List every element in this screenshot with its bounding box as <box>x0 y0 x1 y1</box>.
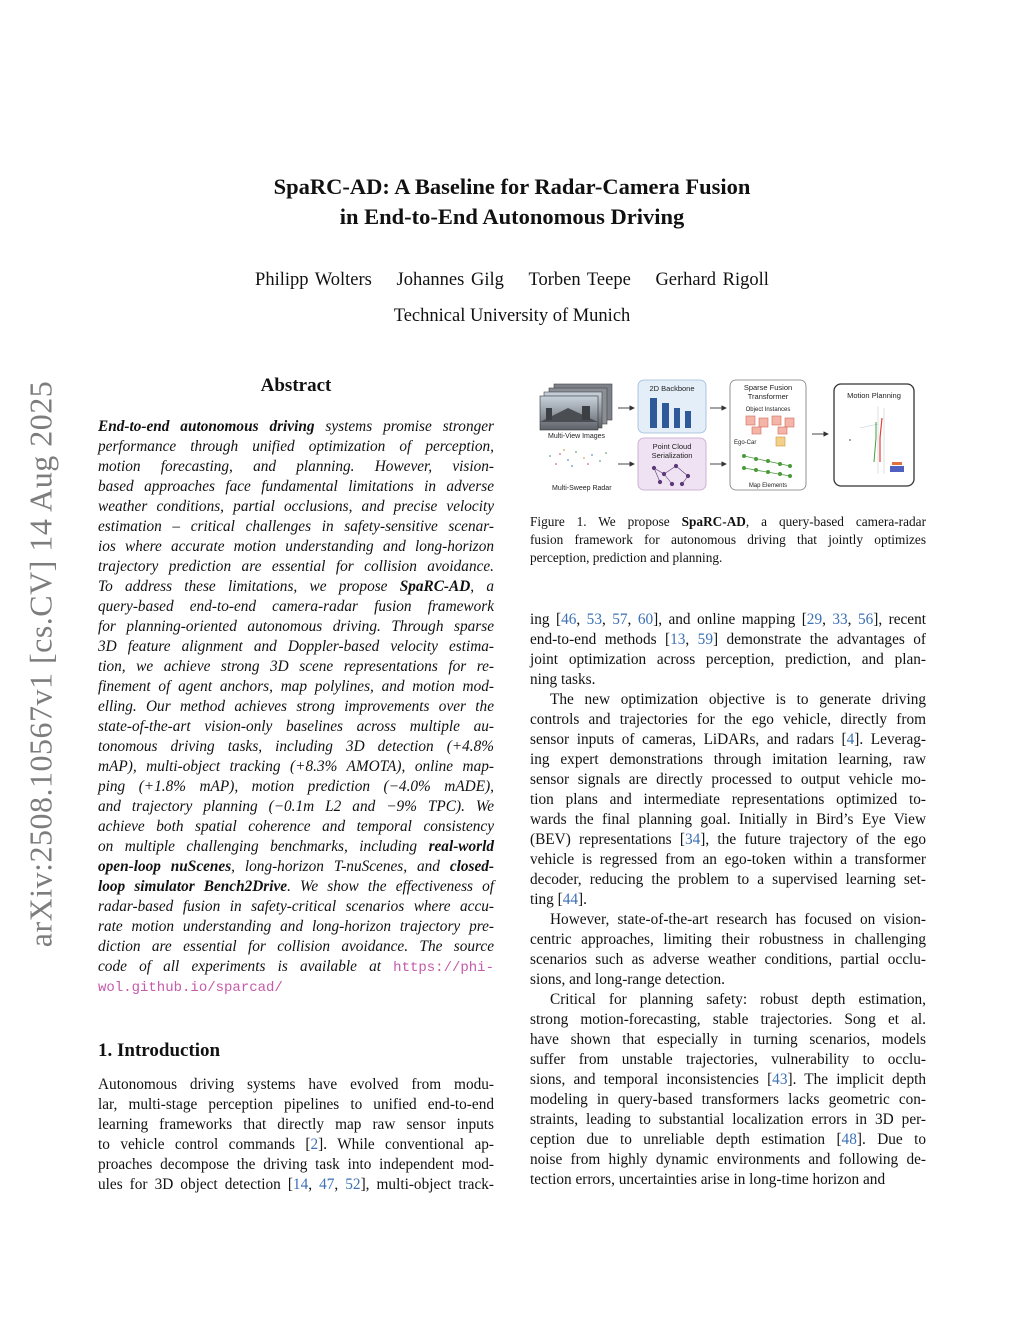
abstract-line: state-of-the-art vision-only baselines across multiple au- <box>98 718 494 735</box>
body-line: joint optimization across perception, prediction, and plan- <box>530 651 926 668</box>
body-line: sensor inputs of cameras, LiDARs, and radars [4]. Leverag- <box>530 731 926 748</box>
caption-line: perception, prediction and planning. <box>530 550 723 565</box>
body-line: straints, leading to substantial localization errors in 3D per- <box>530 1111 926 1128</box>
label-multi-view: Multi-View Images <box>548 433 606 440</box>
body-line: tion plans and intermediate representations optimized to- <box>530 791 926 808</box>
abstract-line: performance through unified optimization of perception, <box>98 438 494 455</box>
abstract-line: ios where accurate motion understanding and long-horizon <box>98 538 494 555</box>
intro-line: ules for 3D object detection [14, 47, 52], multi-object track- <box>98 1176 494 1193</box>
body-line: tection errors, uncertainties arise in long-time horizon and <box>530 1171 886 1188</box>
abstract-line: weather conditions, partial occlusions, and precise velocity <box>98 498 494 515</box>
abstract-line: mAP), multi-object tracking (+8.3% AMOTA), online map- <box>98 758 494 775</box>
author-name: Johannes Gilg <box>396 270 504 290</box>
body-line: ning tasks. <box>530 671 596 688</box>
body-line: centric approaches, limiting their robustness in challenging <box>530 931 926 948</box>
radar-points-icon <box>549 449 607 467</box>
intro-line: proaches decompose the driving task into independent mod- <box>98 1156 494 1173</box>
abstract-line: code of all experiments is available at https://phi- <box>98 958 494 976</box>
label-sft-2: Transformer <box>747 392 789 401</box>
body-line: end-to-end methods [13, 59] demonstrate the advantages of <box>530 631 926 648</box>
intro-text <box>98 1075 494 1195</box>
figure-caption <box>530 513 926 567</box>
abstract-line: on multiple challenging benchmarks, including real-world <box>98 838 494 855</box>
body-line: decoder, reducing the problem to a supervised learning set- <box>530 871 926 888</box>
arxiv-identifier: arXiv:2508.10567v1 [cs.CV] 14 Aug 2025 <box>22 380 59 947</box>
arxiv-sidebar <box>14 367 68 960</box>
author-name: Philipp Wolters <box>255 270 372 290</box>
title-line-2: in End-to-End Autonomous Driving <box>339 204 685 229</box>
caption-line: Figure 1. We propose SpaRC-AD, a query-based camera-radar <box>530 514 926 529</box>
label-map-elements: Map Elements <box>748 483 788 489</box>
abstract-line: for planning-oriented autonomous driving. Through sparse <box>98 618 494 635</box>
author-name: Torben Teepe <box>528 270 631 290</box>
label-backbone: 2D Backbone <box>649 384 695 393</box>
abstract-line: diction are essential for collision avoidance. The source <box>98 938 494 955</box>
title-line-1: SpaRC-AD: A Baseline for Radar-Camera Fusion <box>273 174 751 199</box>
camera-images-icon <box>540 384 612 430</box>
label-sft-1: Sparse Fusion <box>743 383 793 392</box>
body-line: ting [44]. <box>530 891 587 908</box>
abstract-line: query-based end-to-end camera-radar fusion framework <box>98 598 494 615</box>
intro-heading: 1. Introduction <box>98 1040 221 1061</box>
abstract-line: ping (+1.8% mAP), motion prediction (−4.0% mADE), <box>98 778 494 795</box>
body-line: The new optimization objective is to generate driving <box>550 691 926 708</box>
label-pcs-1: Point Cloud <box>652 442 692 451</box>
abstract-line: open-loop nuScenes, long-horizon T-nuScenes, and closed- <box>98 858 495 875</box>
abstract-line: To address these limitations, we propose SpaRC-AD, a <box>98 578 495 595</box>
abstract-text <box>98 417 494 997</box>
abstract-line: loop simulator Bench2Drive. We show the effectiveness of <box>98 878 495 895</box>
abstract-line: End-to-end autonomous driving systems promise stronger <box>98 418 494 435</box>
abstract-heading: Abstract <box>260 375 332 396</box>
label-motion-planning: Motion Planning <box>847 391 901 400</box>
abstract-line: tonomous driving tasks, including 3D detection (+4.8% <box>98 738 494 755</box>
body-line: ception due to unreliable depth estimation [48]. Due to <box>530 1131 927 1148</box>
intro-line: Autonomous driving systems have evolved from modu- <box>98 1076 494 1093</box>
body-line: However, state-of-the-art research has focused on vision- <box>550 911 926 928</box>
body-line: scenarios such as adverse weather conditions, partial occlu- <box>530 951 926 968</box>
abstract-line: estimation – critical challenges in safety-sensitive scenar- <box>98 518 494 535</box>
body-line: sions, and temporal inconsistencies [43]. The implicit depth <box>530 1071 927 1088</box>
label-radar: Multi-Sweep Radar <box>552 485 612 492</box>
body-line: modeling in query-based transformers lacks geometric con- <box>530 1091 926 1108</box>
author-list <box>0 270 1024 291</box>
author-name: Gerhard Rigoll <box>655 270 769 290</box>
affiliation: Technical University of Munich <box>393 306 631 326</box>
caption-line: fusion framework for autonomous driving that jointly optimizes <box>530 532 926 547</box>
abstract-line: radar-based fusion in safety-critical scenarios where accu- <box>98 898 494 915</box>
intro-line: to vehicle control commands [2]. While conventional ap- <box>98 1136 495 1153</box>
body-line: vehicle is regressed from an ego-token within a transformer <box>530 851 926 868</box>
body-line: noise from highly dynamic environments and following de- <box>530 1151 926 1168</box>
body-line: controls and trajectories for the ego vehicle, directly from <box>530 711 926 728</box>
figure-1 <box>538 378 918 492</box>
abstract-line: rate motion understanding and long-horizon trajectory pre- <box>98 918 494 935</box>
abstract-line: based approaches face fundamental limitations in adverse <box>98 478 494 495</box>
intro-line: learning frameworks that directly map raw sensor inputs <box>98 1116 494 1133</box>
paper-title <box>0 172 1024 232</box>
label-ego-car: Ego-Car <box>734 440 757 446</box>
pipeline-diagram <box>538 378 918 492</box>
abstract-line: finement of agent anchors, map polylines, and motion mod- <box>98 678 494 695</box>
abstract-line: achieve both spatial coherence and temporal consistency <box>98 818 494 835</box>
body-line: have shown that especially in turning scenarios, models <box>530 1031 926 1048</box>
abstract-line: trajectory prediction are essential for collision avoidance. <box>98 558 494 575</box>
body-line: suffer from unstable trajectories, vulnerability to occlu- <box>530 1051 926 1068</box>
label-pcs-2: Serialization <box>651 451 693 460</box>
ego-car-icon <box>776 437 785 446</box>
abstract-line: motion forecasting, and planning. However, vision- <box>98 458 494 475</box>
body-line: strong motion-forecasting, stable trajectories. Song et al. <box>530 1011 926 1028</box>
body-line: (BEV) representations [34], the future trajectory of the ego <box>530 831 926 848</box>
abstract-line: and trajectory planning (−0.1m L2 and −9% TPC). We <box>98 798 494 815</box>
body-line: Critical for planning safety: robust depth estimation, <box>550 991 926 1008</box>
body-line: sions, and long-range detection. <box>530 971 725 988</box>
intro-line: lar, multi-stage perception pipelines to unified end-to-end <box>98 1096 494 1113</box>
right-column-text <box>530 610 926 1190</box>
abstract-line: wol.github.io/sparcad/ <box>98 980 283 996</box>
abstract-line: elling. Our method achieves strong improvements over the <box>98 698 494 715</box>
body-line: ing [46, 53, 57, 60], and online mapping [29, 33, 56], recent <box>530 611 926 628</box>
label-object-instances: Object Instances <box>745 407 791 413</box>
body-line: sensor signals are directly processed to output vehicle mo- <box>530 771 926 788</box>
abstract-line: tion, we achieve strong 3D scene representations for re- <box>98 658 494 675</box>
body-line: ing expert demonstrations through imitation learning, raw <box>530 751 926 768</box>
body-line: wards the final planning goal. Initially in Bird’s Eye View <box>530 811 926 828</box>
abstract-line: 3D feature alignment and Doppler-based velocity estima- <box>98 638 494 655</box>
